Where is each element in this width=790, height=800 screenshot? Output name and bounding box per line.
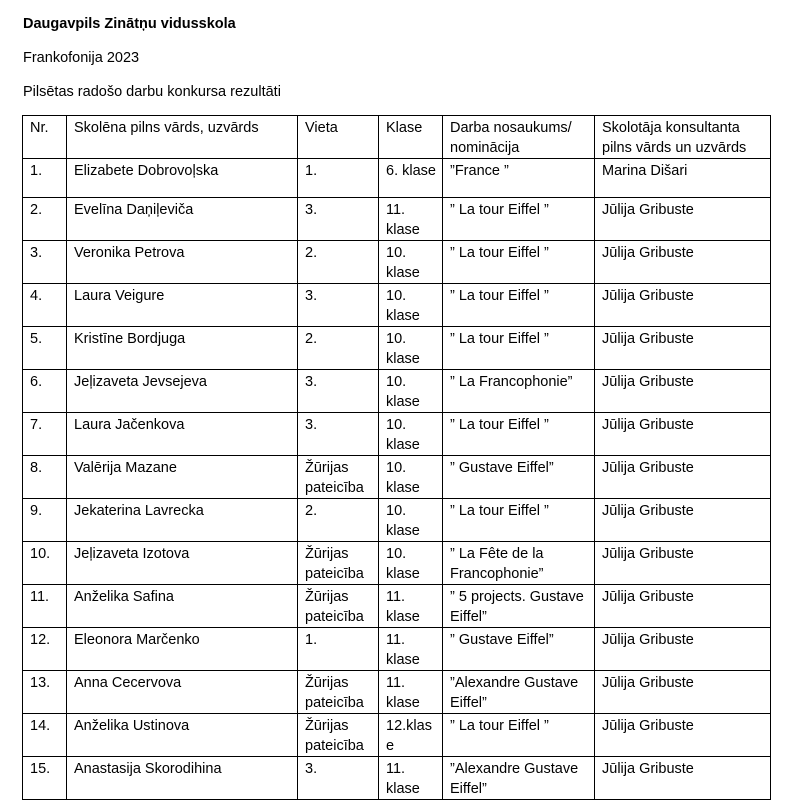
- cell-class: 11. klase: [379, 628, 443, 671]
- cell-work-title: ” 5 projects. Gustave Eiffel”: [443, 585, 595, 628]
- cell-work-title: ”France ”: [443, 159, 595, 198]
- cell-student-name: Kristīne Bordjuga: [67, 327, 298, 370]
- table-row: [23, 413, 771, 456]
- header-class: Klase: [379, 116, 443, 159]
- cell-work-title: ” La tour Eiffel ”: [443, 499, 595, 542]
- cell-nr: 4.: [23, 284, 67, 327]
- cell-place: Žūrijas pateicība: [298, 585, 379, 628]
- cell-nr: 15.: [23, 757, 67, 800]
- cell-nr: 9.: [23, 499, 67, 542]
- cell-nr: 14.: [23, 714, 67, 757]
- cell-student-name: Laura Jačenkova: [67, 413, 298, 456]
- cell-work-title: ” La tour Eiffel ”: [443, 413, 595, 456]
- cell-place: 2.: [298, 241, 379, 284]
- cell-place: Žūrijas pateicība: [298, 456, 379, 499]
- cell-teacher: Jūlija Gribuste: [595, 456, 771, 499]
- table-row: [23, 542, 771, 585]
- cell-nr: 11.: [23, 585, 67, 628]
- cell-place: 2.: [298, 327, 379, 370]
- cell-work-title: ” La Fête de la Francophonie”: [443, 542, 595, 585]
- cell-class: 11. klase: [379, 198, 443, 241]
- table-row: [23, 499, 771, 542]
- cell-work-title: ” La Francophonie”: [443, 370, 595, 413]
- cell-place: Žūrijas pateicība: [298, 714, 379, 757]
- cell-place: 3.: [298, 284, 379, 327]
- cell-teacher: Jūlija Gribuste: [595, 714, 771, 757]
- cell-place: Žūrijas pateicība: [298, 671, 379, 714]
- cell-work-title: ”Alexandre Gustave Eiffel”: [443, 671, 595, 714]
- cell-work-title: ” La tour Eiffel ”: [443, 241, 595, 284]
- cell-student-name: Laura Veigure: [67, 284, 298, 327]
- table-row: [23, 241, 771, 284]
- cell-place: 3.: [298, 413, 379, 456]
- table-row: [23, 628, 771, 671]
- cell-class: 10. klase: [379, 456, 443, 499]
- cell-work-title: ” La tour Eiffel ”: [443, 327, 595, 370]
- table-row: [23, 757, 771, 800]
- cell-work-title: ” La tour Eiffel ”: [443, 284, 595, 327]
- table-row: [23, 159, 771, 198]
- cell-student-name: Anna Cecervova: [67, 671, 298, 714]
- cell-teacher: Jūlija Gribuste: [595, 370, 771, 413]
- cell-nr: 1.: [23, 159, 67, 198]
- cell-student-name: Eleonora Marčenko: [67, 628, 298, 671]
- table-row: [23, 198, 771, 241]
- cell-student-name: Elizabete Dobrovoļska: [67, 159, 298, 198]
- cell-nr: 6.: [23, 370, 67, 413]
- cell-place: 2.: [298, 499, 379, 542]
- cell-nr: 12.: [23, 628, 67, 671]
- cell-teacher: Jūlija Gribuste: [595, 585, 771, 628]
- cell-class: 10. klase: [379, 284, 443, 327]
- cell-teacher: Jūlija Gribuste: [595, 757, 771, 800]
- cell-nr: 7.: [23, 413, 67, 456]
- cell-nr: 3.: [23, 241, 67, 284]
- cell-class: 10. klase: [379, 241, 443, 284]
- cell-work-title: ” Gustave Eiffel”: [443, 628, 595, 671]
- cell-place: 3.: [298, 370, 379, 413]
- cell-class: 11. klase: [379, 757, 443, 800]
- cell-student-name: Anželika Safina: [67, 585, 298, 628]
- cell-class: 10. klase: [379, 542, 443, 585]
- results-table: [22, 115, 771, 800]
- header-name: Skolēna pilns vārds, uzvārds: [67, 116, 298, 159]
- table-row: [23, 456, 771, 499]
- cell-class: 10. klase: [379, 370, 443, 413]
- cell-student-name: Anželika Ustinova: [67, 714, 298, 757]
- cell-teacher: Jūlija Gribuste: [595, 628, 771, 671]
- cell-nr: 5.: [23, 327, 67, 370]
- cell-class: 11. klase: [379, 671, 443, 714]
- cell-work-title: ” Gustave Eiffel”: [443, 456, 595, 499]
- header-place: Vieta: [298, 116, 379, 159]
- cell-work-title: ” La tour Eiffel ”: [443, 198, 595, 241]
- cell-work-title: ”Alexandre Gustave Eiffel”: [443, 757, 595, 800]
- cell-student-name: Evelīna Daņiļeviča: [67, 198, 298, 241]
- cell-place: 1.: [298, 628, 379, 671]
- cell-student-name: Jekaterina Lavrecka: [67, 499, 298, 542]
- header-work: Darba nosaukums/ nominācija: [443, 116, 595, 159]
- cell-student-name: Valērija Mazane: [67, 456, 298, 499]
- cell-teacher: Jūlija Gribuste: [595, 327, 771, 370]
- cell-place: 3.: [298, 757, 379, 800]
- cell-student-name: Jeļizaveta Izotova: [67, 542, 298, 585]
- table-row: [23, 671, 771, 714]
- cell-class: 10. klase: [379, 327, 443, 370]
- cell-teacher: Jūlija Gribuste: [595, 241, 771, 284]
- table-row: [23, 370, 771, 413]
- school-name: Daugavpils Zinātņu vidusskola: [23, 16, 236, 32]
- table-row: [23, 284, 771, 327]
- cell-teacher: Jūlija Gribuste: [595, 284, 771, 327]
- cell-teacher: Jūlija Gribuste: [595, 198, 771, 241]
- cell-place: Žūrijas pateicība: [298, 542, 379, 585]
- cell-teacher: Jūlija Gribuste: [595, 671, 771, 714]
- header-teacher: Skolotāja konsultanta pilns vārds un uzvārds: [595, 116, 771, 159]
- table-header-row: [23, 116, 771, 159]
- cell-student-name: Jeļizaveta Jevsejeva: [67, 370, 298, 413]
- cell-class: 10. klase: [379, 499, 443, 542]
- cell-class: 11. klase: [379, 585, 443, 628]
- cell-class: 6. klase: [379, 159, 443, 198]
- table-row: [23, 327, 771, 370]
- table-row: [23, 714, 771, 757]
- cell-class: 10. klase: [379, 413, 443, 456]
- cell-nr: 2.: [23, 198, 67, 241]
- cell-class: 12.klas e: [379, 714, 443, 757]
- cell-student-name: Anastasija Skorodihina: [67, 757, 298, 800]
- cell-nr: 8.: [23, 456, 67, 499]
- cell-nr: 10.: [23, 542, 67, 585]
- header-nr: Nr.: [23, 116, 67, 159]
- cell-teacher: Jūlija Gribuste: [595, 499, 771, 542]
- table-body: [23, 159, 771, 800]
- cell-student-name: Veronika Petrova: [67, 241, 298, 284]
- cell-place: 3.: [298, 198, 379, 241]
- cell-teacher: Jūlija Gribuste: [595, 413, 771, 456]
- cell-nr: 13.: [23, 671, 67, 714]
- cell-place: 1.: [298, 159, 379, 198]
- table-row: [23, 585, 771, 628]
- cell-teacher: Jūlija Gribuste: [595, 542, 771, 585]
- cell-work-title: ” La tour Eiffel ”: [443, 714, 595, 757]
- cell-teacher: Marina Dišari: [595, 159, 771, 198]
- results-subtitle: Pilsētas radošo darbu konkursa rezultāti: [23, 84, 281, 100]
- event-title: Frankofonija 2023: [23, 50, 140, 66]
